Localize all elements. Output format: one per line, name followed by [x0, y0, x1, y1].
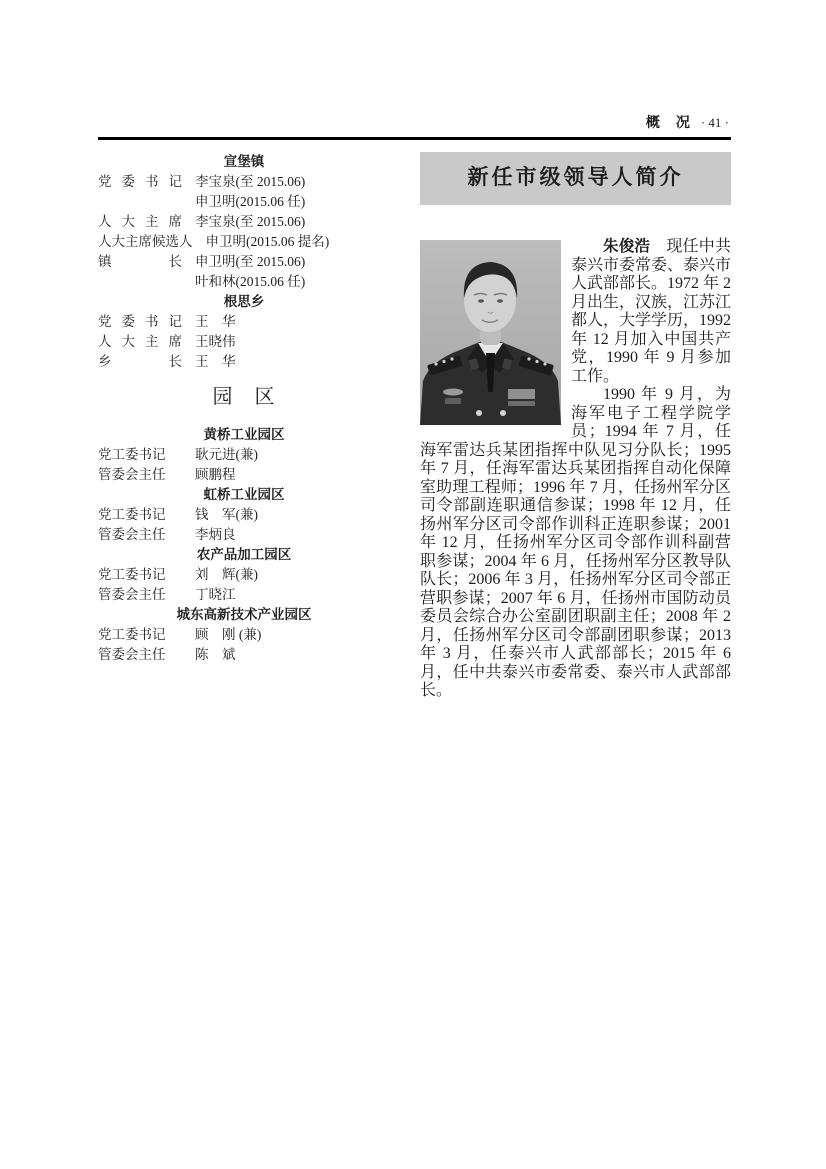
section-heading: 根思乡 [223, 294, 265, 309]
info-row [98, 465, 390, 485]
info-row-value: 顾鹏程 [195, 467, 236, 482]
info-row-label: 管委会主任 [98, 587, 166, 602]
announcement-title: 新任市级领导人简介 [467, 166, 684, 190]
bio-intro-text: 现任中共泰兴市委常委、泰兴市人武部部长。1972 年 2 月出生，汉族，江苏江都人，大学学历，1992 年 12 月加入中国共产党，1990 年 9 月参加工作。 [571, 238, 732, 385]
right-column [420, 152, 731, 701]
leader-name: 朱俊浩 [603, 238, 651, 255]
info-row-label: 管委会主任 [98, 527, 166, 542]
section-heading: 虹桥工业园区 [203, 487, 285, 502]
info-row-label: 管委会主任 [98, 467, 166, 482]
section-heading: 黄桥工业园区 [203, 427, 285, 442]
info-row [98, 525, 390, 545]
info-row-value: 顾 刚 (兼) [195, 627, 262, 642]
info-row-value: 王 华 [195, 354, 236, 369]
info-row [98, 585, 390, 605]
info-row-value: 耿元进(兼) [195, 447, 258, 462]
info-row [98, 645, 390, 665]
info-row-value: 钱 军(兼) [195, 507, 258, 522]
info-row-label: 党委书记 [98, 174, 182, 189]
info-row [98, 312, 390, 332]
page-header [98, 112, 731, 134]
section-heading: 城东高新技术产业园区 [176, 607, 312, 622]
info-row-value: 叶和林(2015.06 任) [195, 274, 306, 289]
page-content [98, 112, 731, 701]
info-row [98, 505, 390, 525]
info-row-label: 党工委书记 [98, 567, 166, 582]
header-page-number: · 41 · [700, 115, 729, 130]
info-row [98, 565, 390, 585]
info-row [98, 192, 390, 212]
info-row-label: 镇长 [98, 254, 182, 269]
info-row-label: 管委会主任 [98, 647, 166, 662]
info-row [98, 445, 390, 465]
info-row-value: 李宝泉(至 2015.06) [195, 174, 306, 189]
info-row [98, 252, 390, 272]
info-row-value: 刘 辉(兼) [195, 567, 258, 582]
info-row-value: 丁晓江 [195, 587, 236, 602]
info-row-value: 李宝泉(至 2015.06) [195, 214, 306, 229]
info-row-label: 党工委书记 [98, 507, 166, 522]
section-heading: 宣堡镇 [223, 154, 265, 169]
info-row [98, 625, 390, 645]
bio-paragraph-career: 1990 年 9 月，为海军电子工程学院学员；1994 年 7 月，任海军雷达兵某团指挥中队见习分队长；1995 年 7 月，任海军雷达兵某团指挥自动化保障室助理工程师；1996 年 7 月，任扬州军分区司令部副连职通信参谋；1998 年 12 月，任扬州军分区司令部作训科正连职参谋；2001 年 12 月，任扬州军分区司令部作训科副营职参谋；2004 年 6 月，任扬州军分区教导队队长；2006 年 3 月，任扬州军分区司令部正营职参谋；2007 年 6 月，任扬州市国防动员委员会综合办公室副团职副主任；2008 年 2 月，任扬州军分区司令部副团职参谋；2013 年 3 月，任泰兴市人武部部长；2015 年 6 月，任中共泰兴市委常委、泰兴市人武部部长。 [420, 386, 731, 699]
info-row [98, 212, 390, 232]
parks-section-title: 园 区 [212, 386, 276, 408]
header-rule [98, 137, 731, 140]
info-row-label: 党委书记 [98, 314, 182, 329]
info-row-label: 党工委书记 [98, 627, 166, 642]
info-row-label: 人大主席 [98, 334, 182, 349]
info-row [98, 232, 390, 252]
info-row-value: 申卫明(2015.06 提名) [205, 234, 330, 249]
info-row-label: 党工委书记 [98, 447, 166, 462]
info-row [98, 172, 390, 192]
announcement-title-box [420, 152, 731, 205]
info-row-label: 乡长 [98, 354, 182, 369]
portrait-photo [420, 240, 561, 425]
info-row [98, 272, 390, 292]
info-row [98, 352, 390, 372]
info-row-label: 人大主席候选人 [98, 234, 193, 249]
info-row-value: 申卫明(至 2015.06) [195, 254, 306, 269]
info-row-value: 王 华 [195, 314, 236, 329]
info-row [98, 332, 390, 352]
info-row-value: 申卫明(2015.06 任) [195, 194, 306, 209]
header-section-title: 概 况 [645, 116, 691, 131]
two-column-layout [98, 152, 731, 701]
info-row-value: 李炳良 [195, 527, 236, 542]
info-row-value: 陈 斌 [195, 647, 236, 662]
leader-profile [420, 238, 731, 701]
section-heading: 农产品加工园区 [196, 547, 292, 562]
info-row-label: 人大主席 [98, 214, 182, 229]
left-column [98, 152, 390, 701]
info-row-value: 王晓伟 [195, 334, 236, 349]
